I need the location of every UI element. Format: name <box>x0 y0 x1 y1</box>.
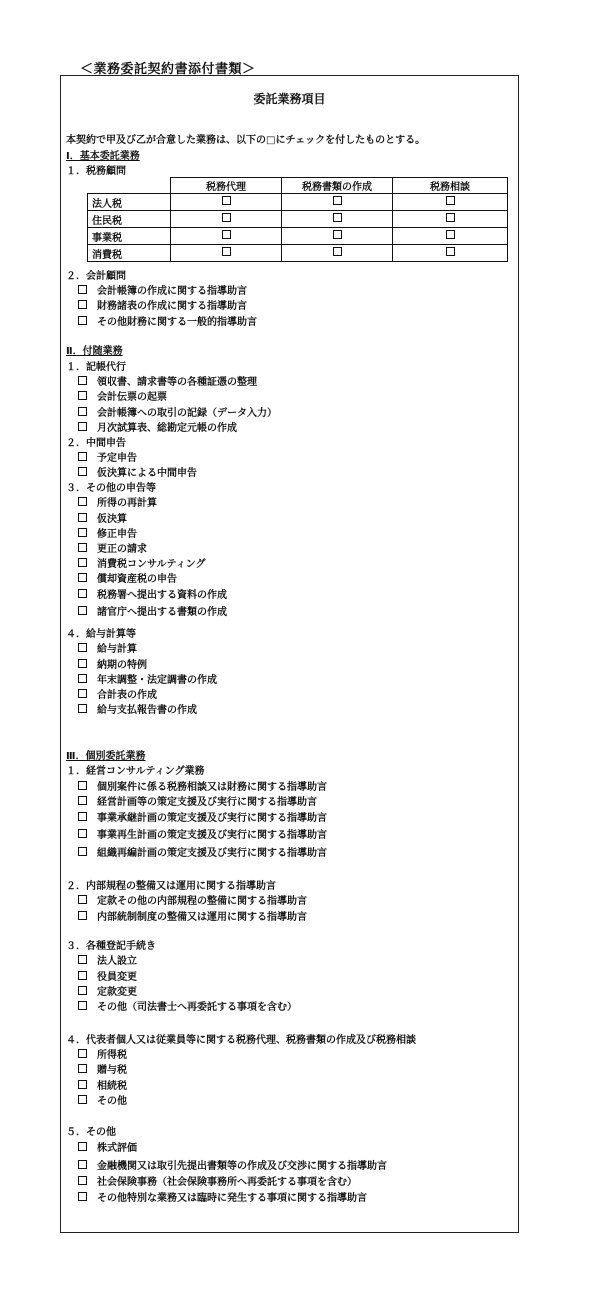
checklist-item[interactable]: 定款その他の内部規程の整備に関する指導助言 <box>78 892 307 907</box>
checklist-item[interactable]: 給与支払報告書の作成 <box>78 701 197 716</box>
checkbox[interactable] <box>78 689 87 698</box>
checkbox[interactable] <box>78 829 87 838</box>
checklist-item[interactable]: 償却資産税の申告 <box>78 570 177 585</box>
checkbox[interactable] <box>78 573 87 582</box>
checkbox[interactable] <box>78 643 87 652</box>
checklist-item[interactable]: 合計表の作成 <box>78 686 157 701</box>
section-2-sub-4: ４．給与計算等 <box>66 629 136 640</box>
checklist-item[interactable]: 更正の請求 <box>78 540 147 555</box>
checkbox[interactable] <box>446 196 455 205</box>
checkbox[interactable] <box>78 895 87 904</box>
section-2-title: Ⅱ．付随業務 <box>66 346 123 357</box>
checklist-item[interactable]: 相続税 <box>78 1077 127 1092</box>
tax-table-row <box>88 228 508 245</box>
section-3-sub-5: ５．その他 <box>66 1127 116 1138</box>
checklist-item[interactable]: 定款変更 <box>78 983 137 998</box>
checkbox[interactable] <box>78 543 87 552</box>
section-3-sub-3: ３．各種登記手続き <box>66 941 156 952</box>
tax-table-row-label: 消費税 <box>88 245 171 262</box>
checkbox[interactable] <box>78 606 87 615</box>
checkbox[interactable] <box>78 497 87 506</box>
checkbox[interactable] <box>78 1001 87 1010</box>
checklist-item[interactable]: 株式評価 <box>78 1139 137 1154</box>
checkbox[interactable] <box>78 796 87 805</box>
checklist-item[interactable]: その他特別な業務又は臨時に発生する事項に関する指導助言 <box>78 1189 367 1204</box>
checklist-item[interactable]: 年末調整・法定調書の作成 <box>78 671 217 686</box>
tax-table <box>87 177 508 262</box>
checkbox[interactable] <box>78 955 87 964</box>
checkbox[interactable] <box>78 971 87 980</box>
checklist-item[interactable]: 修正申告 <box>78 525 137 540</box>
checkbox[interactable] <box>78 589 87 598</box>
checkbox[interactable] <box>78 1049 87 1058</box>
checklist-item[interactable]: 役員変更 <box>78 968 137 983</box>
checkbox[interactable] <box>78 704 87 713</box>
checklist-item[interactable]: 社会保険事務（社会保険事務所へ再委託する事項を含む） <box>78 1173 357 1188</box>
checkbox[interactable] <box>78 467 87 476</box>
section-3-sub-4: ４．代表者個人又は従業員等に関する税務代理、税務書類の作成及び税務相談 <box>66 1035 416 1046</box>
checklist-item[interactable]: 個別案件に係る税務相談又は財務に関する指導助言 <box>78 778 327 793</box>
checklist-item[interactable]: 内部統制制度の整備又は運用に関する指導助言 <box>78 908 307 923</box>
checkbox[interactable] <box>78 391 87 400</box>
checkbox[interactable] <box>222 247 231 256</box>
checkbox[interactable] <box>78 528 87 537</box>
checklist-item[interactable]: 組織再編計画の策定支援及び実行に関する指導助言 <box>78 844 327 859</box>
checkbox[interactable] <box>78 674 87 683</box>
section-1-title: Ⅰ．基本委託業務 <box>66 151 140 162</box>
checklist-item[interactable]: 財務諸表の作成に関する指導助言 <box>78 297 247 312</box>
section-2-sub-2: ２．中間申告 <box>66 438 126 449</box>
checklist-item[interactable]: 会計帳簿の作成に関する指導助言 <box>78 282 247 297</box>
checkbox[interactable] <box>78 513 87 522</box>
checkbox[interactable] <box>78 300 87 309</box>
checklist-item[interactable]: 月次試算表、総勘定元帳の作成 <box>78 419 237 434</box>
checklist-item[interactable]: 納期の特例 <box>78 656 147 671</box>
checkbox[interactable] <box>222 213 231 222</box>
document-title: 委託業務項目 <box>253 92 326 106</box>
section-2-sub-1: １．記帳代行 <box>66 362 126 373</box>
checklist-item[interactable]: その他財務に関する一般的指導助言 <box>78 313 257 328</box>
checklist-item[interactable]: 消費税コンサルティング <box>78 555 206 570</box>
checklist-item[interactable]: その他（司法書士へ再委託する事項を含む） <box>78 998 297 1013</box>
checkbox[interactable] <box>78 316 87 325</box>
tax-table-row-label: 法人税 <box>88 194 171 211</box>
checklist-item[interactable]: 予定申告 <box>78 449 137 464</box>
tax-table-row-label: 事業税 <box>88 228 171 245</box>
section-1-sub-2: ２．会計顧問 <box>66 271 126 282</box>
checklist-item[interactable]: 所得の再計算 <box>78 494 157 509</box>
checkbox[interactable] <box>78 659 87 668</box>
checklist-item[interactable]: 事業再生計画の策定支援及び実行に関する指導助言 <box>78 826 327 841</box>
checkbox[interactable] <box>78 1192 87 1201</box>
section-2-sub-3: ３．その他の申告等 <box>66 483 156 494</box>
checklist-item[interactable]: 給与計算 <box>78 640 137 655</box>
checkbox[interactable] <box>78 1095 87 1104</box>
checkbox[interactable] <box>78 376 87 385</box>
section-3-sub-2: ２．内部規程の整備又は運用に関する指導助言 <box>66 881 276 892</box>
intro-text: 本契約で甲及び乙が合意した業務は、以下の□にチェックを付したものとする。 <box>66 135 426 146</box>
checkbox[interactable] <box>78 781 87 790</box>
checkbox[interactable] <box>78 452 87 461</box>
tax-table-header <box>88 178 508 194</box>
checkbox[interactable] <box>222 230 231 239</box>
checkbox[interactable] <box>78 847 87 856</box>
checkbox[interactable] <box>446 230 455 239</box>
checklist-item[interactable]: 贈与税 <box>78 1061 127 1076</box>
section-3-title: Ⅲ．個別委託業務 <box>66 751 146 762</box>
checkbox[interactable] <box>222 196 231 205</box>
checkbox[interactable] <box>446 247 455 256</box>
checkbox[interactable] <box>78 1160 87 1169</box>
tax-table-row-label: 住民税 <box>88 211 171 228</box>
checkbox[interactable] <box>333 247 342 256</box>
checkbox[interactable] <box>78 285 87 294</box>
checklist-item[interactable]: その他 <box>78 1092 127 1107</box>
checkbox[interactable] <box>78 986 87 995</box>
checklist-item[interactable]: 領収書、請求書等の各種証憑の整理 <box>78 373 257 388</box>
checkbox[interactable] <box>333 196 342 205</box>
tax-table-row <box>88 211 508 228</box>
checklist-item[interactable]: 経営計画等の策定支援及び実行に関する指導助言 <box>78 793 317 808</box>
checklist-item[interactable]: 会計伝票の起票 <box>78 388 167 403</box>
checkbox[interactable] <box>78 558 87 567</box>
checkbox[interactable] <box>446 213 455 222</box>
tax-table-corner <box>88 178 171 194</box>
checkbox[interactable] <box>78 1176 87 1185</box>
checklist-item[interactable]: 所得税 <box>78 1046 127 1061</box>
checklist-item[interactable]: 会計帳簿への取引の記録（データ入力） <box>78 404 277 419</box>
checklist-item[interactable]: 金融機関又は取引先提出書類等の作成及び交渉に関する指導助言 <box>78 1157 387 1172</box>
document-frame <box>60 75 519 1233</box>
tax-table-row <box>88 245 508 262</box>
tax-table-col-header: 税務書類の作成 <box>282 178 393 194</box>
tax-table-row <box>88 194 508 211</box>
checklist-item[interactable]: 税務署へ提出する資料の作成 <box>78 586 227 601</box>
checkbox[interactable] <box>78 1080 87 1089</box>
checklist-item[interactable]: 法人設立 <box>78 952 137 967</box>
checklist-item[interactable]: 諸官庁へ提出する書類の作成 <box>78 603 227 618</box>
checkbox[interactable] <box>78 812 87 821</box>
checkbox[interactable] <box>333 230 342 239</box>
section-3-sub-1: １．経営コンサルティング業務 <box>66 766 205 777</box>
tax-table-col-header: 税務代理 <box>171 178 282 194</box>
checkbox[interactable] <box>78 422 87 431</box>
section-1-sub-1: １．税務顧問 <box>66 166 126 177</box>
checkbox[interactable] <box>333 213 342 222</box>
checkbox[interactable] <box>78 1142 87 1151</box>
checklist-item[interactable]: 事業承継計画の策定支援及び実行に関する指導助言 <box>78 809 327 824</box>
outer-title: ＜業務委託契約書添付書類＞ <box>80 62 256 77</box>
checkbox[interactable] <box>78 911 87 920</box>
checkbox[interactable] <box>78 407 87 416</box>
tax-table-col-header: 税務相談 <box>393 178 508 194</box>
checklist-item[interactable]: 仮決算による中間申告 <box>78 464 197 479</box>
checkbox[interactable] <box>78 1064 87 1073</box>
checklist-item[interactable]: 仮決算 <box>78 510 127 525</box>
